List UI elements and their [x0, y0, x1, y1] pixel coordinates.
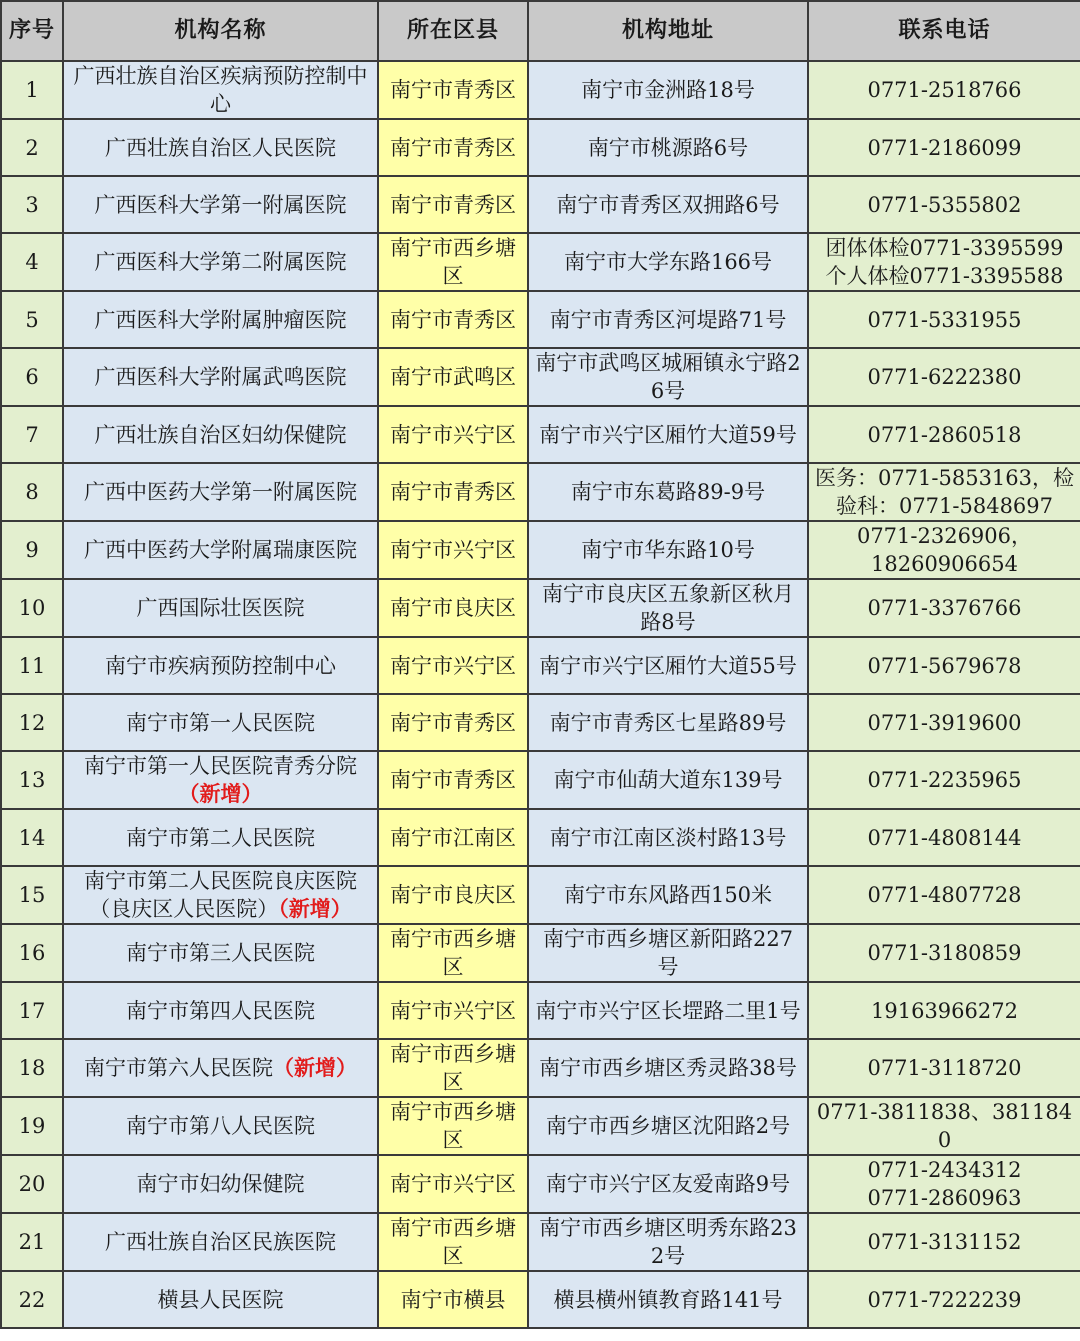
- cell-seq: 15: [1, 866, 63, 924]
- cell-district: 南宁市江南区: [378, 809, 528, 866]
- institution-name: 南宁市第二人民医院良庆医院（良庆区人民医院）: [84, 869, 357, 921]
- cell-address: 南宁市金洲路18号: [528, 61, 808, 119]
- phone-line: 0771-2326906，: [856, 524, 1033, 548]
- cell-phone: [808, 291, 1080, 348]
- phone-line: 0771-2518766: [867, 78, 1022, 102]
- cell-phone: [808, 61, 1080, 119]
- cell-seq: 21: [1, 1213, 63, 1271]
- cell-seq: 14: [1, 809, 63, 866]
- cell-district: 南宁市西乡塘区: [378, 1097, 528, 1155]
- cell-name: [63, 61, 378, 119]
- table-row: [1, 61, 1080, 119]
- cell-name: [63, 637, 378, 694]
- phone-line: 0771-4808144: [867, 825, 1022, 850]
- cell-name: [63, 463, 378, 521]
- cell-address: 南宁市大学东路166号: [528, 233, 808, 291]
- cell-district: 南宁市青秀区: [378, 694, 528, 751]
- cell-address: 横县横州镇教育路141号: [528, 1271, 808, 1328]
- cell-name: [63, 751, 378, 809]
- cell-seq: 10: [1, 579, 63, 637]
- cell-district: 南宁市良庆区: [378, 579, 528, 637]
- table-row: [1, 1039, 1080, 1097]
- table-row: [1, 1213, 1080, 1271]
- cell-name: [63, 1213, 378, 1271]
- table-row: [1, 1271, 1080, 1328]
- cell-phone: [808, 233, 1080, 291]
- institution-name: 广西壮族自治区妇幼保健院: [94, 422, 347, 447]
- institution-name: 广西国际壮医医院: [136, 596, 305, 620]
- cell-name: [63, 982, 378, 1039]
- cell-phone: [808, 119, 1080, 176]
- new-tag: （新增）: [273, 1055, 357, 1080]
- cell-district: 南宁市青秀区: [378, 463, 528, 521]
- cell-phone: [808, 694, 1080, 751]
- cell-phone: [808, 866, 1080, 924]
- cell-address: 南宁市西乡塘区明秀东路232号: [528, 1213, 808, 1271]
- header-seq: 序号: [1, 1, 63, 61]
- institution-name: 广西壮族自治区疾病预防控制中心: [73, 64, 368, 116]
- institution-name: 南宁市第四人民医院: [126, 998, 315, 1023]
- institution-name: 南宁市第二人民医院: [126, 825, 315, 850]
- phone-line: 0771-6222380: [867, 365, 1022, 389]
- cell-seq: 6: [1, 348, 63, 406]
- cell-phone: [808, 1097, 1080, 1155]
- institution-name: 广西壮族自治区民族医院: [105, 1230, 336, 1254]
- cell-phone: [808, 751, 1080, 809]
- cell-address: 南宁市青秀区双拥路6号: [528, 176, 808, 233]
- institution-name: 横县人民医院: [157, 1287, 284, 1312]
- cell-seq: 20: [1, 1155, 63, 1213]
- table-row: [1, 694, 1080, 751]
- table-row: [1, 291, 1080, 348]
- phone-line: 0771-3131152: [867, 1230, 1022, 1254]
- table-row: [1, 637, 1080, 694]
- phone-line: 0771-3376766: [867, 596, 1022, 620]
- cell-phone: [808, 1213, 1080, 1271]
- cell-name: [63, 694, 378, 751]
- phone-line: 0771-5679678: [867, 653, 1022, 678]
- table-row: [1, 751, 1080, 809]
- phone-line: 0771-7222239: [867, 1287, 1022, 1312]
- header-name: 机构名称: [63, 1, 378, 61]
- cell-address: 南宁市西乡塘区新阳路227号: [528, 924, 808, 982]
- table-row: [1, 233, 1080, 291]
- cell-seq: 5: [1, 291, 63, 348]
- table-row: [1, 1097, 1080, 1155]
- cell-address: 南宁市西乡塘区秀灵路38号: [528, 1039, 808, 1097]
- cell-phone: [808, 176, 1080, 233]
- cell-address: 南宁市青秀区河堤路71号: [528, 291, 808, 348]
- table-row: [1, 348, 1080, 406]
- table-body: [1, 61, 1080, 1328]
- phone-line: 0771-3811838、3811840: [816, 1100, 1073, 1152]
- phone-line: 0771-2235965: [867, 768, 1022, 792]
- table-row: [1, 866, 1080, 924]
- header-address: 机构地址: [528, 1, 808, 61]
- cell-name: [63, 809, 378, 866]
- cell-phone: [808, 1039, 1080, 1097]
- table-row: [1, 982, 1080, 1039]
- phone-line: 个人体检0771-3395588: [825, 264, 1064, 288]
- institution-name: 广西医科大学附属肿瘤医院: [94, 307, 347, 332]
- phone-line: 18260906654: [871, 552, 1018, 576]
- phone-line: 0771-5355802: [867, 192, 1022, 217]
- cell-phone: [808, 521, 1080, 579]
- cell-district: 南宁市兴宁区: [378, 406, 528, 463]
- table-row: [1, 406, 1080, 463]
- institution-name: 南宁市第三人民医院: [126, 941, 315, 965]
- cell-phone: [808, 809, 1080, 866]
- phone-line: 医务：0771-5853163，检验科：0771-5848697: [814, 466, 1075, 518]
- cell-name: [63, 1155, 378, 1213]
- cell-district: 南宁市青秀区: [378, 119, 528, 176]
- table-row: [1, 579, 1080, 637]
- phone-line: 0771-5331955: [867, 307, 1022, 332]
- cell-name: [63, 1271, 378, 1328]
- header-district: 所在区县: [378, 1, 528, 61]
- table-row: [1, 463, 1080, 521]
- cell-name: [63, 521, 378, 579]
- new-tag: （新增）: [178, 781, 263, 806]
- institution-name: 南宁市第六人民医院: [84, 1056, 273, 1080]
- cell-district: 南宁市横县: [378, 1271, 528, 1328]
- phone-line: 0771-2186099: [867, 135, 1022, 160]
- institution-name: 广西中医药大学第一附属医院: [84, 480, 357, 504]
- cell-seq: 3: [1, 176, 63, 233]
- cell-name: [63, 1039, 378, 1097]
- cell-name: [63, 406, 378, 463]
- cell-address: 南宁市仙葫大道东139号: [528, 751, 808, 809]
- cell-seq: 1: [1, 61, 63, 119]
- phone-line: 0771-2434312: [867, 1158, 1022, 1182]
- cell-seq: 16: [1, 924, 63, 982]
- table-row: [1, 1155, 1080, 1213]
- cell-address: 南宁市东风路西150米: [528, 866, 808, 924]
- cell-district: 南宁市青秀区: [378, 176, 528, 233]
- cell-district: 南宁市兴宁区: [378, 1155, 528, 1213]
- table-row: [1, 119, 1080, 176]
- cell-district: 南宁市兴宁区: [378, 521, 528, 579]
- cell-district: 南宁市武鸣区: [378, 348, 528, 406]
- cell-address: 南宁市华东路10号: [528, 521, 808, 579]
- cell-name: [63, 866, 378, 924]
- institution-name: 广西医科大学第一附属医院: [94, 192, 347, 217]
- table-row: [1, 924, 1080, 982]
- cell-name: [63, 579, 378, 637]
- cell-seq: 2: [1, 119, 63, 176]
- table-row: [1, 176, 1080, 233]
- cell-district: 南宁市兴宁区: [378, 982, 528, 1039]
- cell-address: 南宁市良庆区五象新区秋月路8号: [528, 579, 808, 637]
- phone-line: 0771-2860963: [867, 1186, 1022, 1210]
- cell-address: 南宁市武鸣区城厢镇永宁路26号: [528, 348, 808, 406]
- cell-district: 南宁市西乡塘区: [378, 233, 528, 291]
- cell-district: 南宁市良庆区: [378, 866, 528, 924]
- cell-seq: 12: [1, 694, 63, 751]
- cell-phone: [808, 348, 1080, 406]
- cell-district: 南宁市青秀区: [378, 291, 528, 348]
- header-row: [1, 1, 1080, 61]
- cell-phone: [808, 463, 1080, 521]
- cell-seq: 11: [1, 637, 63, 694]
- cell-phone: [808, 1155, 1080, 1213]
- cell-address: 南宁市东葛路89-9号: [528, 463, 808, 521]
- cell-district: 南宁市西乡塘区: [378, 1039, 528, 1097]
- table-row: [1, 809, 1080, 866]
- cell-name: [63, 348, 378, 406]
- cell-seq: 17: [1, 982, 63, 1039]
- institution-name: 广西中医药大学附属瑞康医院: [84, 538, 357, 562]
- cell-name: [63, 291, 378, 348]
- cell-seq: 4: [1, 233, 63, 291]
- cell-address: 南宁市兴宁区厢竹大道55号: [528, 637, 808, 694]
- cell-address: 南宁市兴宁区长堽路二里1号: [528, 982, 808, 1039]
- institution-name: 南宁市第一人民医院: [126, 710, 315, 735]
- phone-line: 0771-3118720: [867, 1056, 1022, 1080]
- institution-name: 南宁市第八人民医院: [126, 1114, 315, 1138]
- cell-address: 南宁市兴宁区友爱南路9号: [528, 1155, 808, 1213]
- cell-name: [63, 119, 378, 176]
- cell-phone: [808, 637, 1080, 694]
- cell-phone: [808, 406, 1080, 463]
- phone-line: 19163966272: [871, 998, 1018, 1023]
- cell-phone: [808, 579, 1080, 637]
- cell-seq: 9: [1, 521, 63, 579]
- institution-name: 南宁市第一人民医院青秀分院: [84, 754, 357, 778]
- cell-name: [63, 233, 378, 291]
- cell-seq: 8: [1, 463, 63, 521]
- cell-name: [63, 1097, 378, 1155]
- cell-address: 南宁市江南区淡村路13号: [528, 809, 808, 866]
- cell-district: 南宁市青秀区: [378, 751, 528, 809]
- institution-name: 广西壮族自治区人民医院: [105, 135, 336, 160]
- cell-name: [63, 176, 378, 233]
- cell-district: 南宁市西乡塘区: [378, 1213, 528, 1271]
- phone-line: 0771-3180859: [867, 941, 1022, 965]
- cell-district: 南宁市西乡塘区: [378, 924, 528, 982]
- cell-seq: 13: [1, 751, 63, 809]
- cell-seq: 22: [1, 1271, 63, 1328]
- cell-address: 南宁市西乡塘区沈阳路2号: [528, 1097, 808, 1155]
- cell-address: 南宁市桃源路6号: [528, 119, 808, 176]
- institution-name: 广西医科大学第二附属医院: [94, 250, 347, 274]
- phone-line: 0771-3919600: [867, 710, 1022, 735]
- cell-phone: [808, 924, 1080, 982]
- cell-seq: 7: [1, 406, 63, 463]
- cell-address: 南宁市青秀区七星路89号: [528, 694, 808, 751]
- cell-seq: 19: [1, 1097, 63, 1155]
- cell-address: 南宁市兴宁区厢竹大道59号: [528, 406, 808, 463]
- cell-phone: [808, 1271, 1080, 1328]
- cell-district: 南宁市青秀区: [378, 61, 528, 119]
- cell-name: [63, 924, 378, 982]
- cell-phone: [808, 982, 1080, 1039]
- institution-name: 广西医科大学附属武鸣医院: [94, 365, 347, 389]
- header-phone: 联系电话: [808, 1, 1080, 61]
- phone-line: 0771-4807728: [867, 883, 1022, 907]
- cell-district: 南宁市兴宁区: [378, 637, 528, 694]
- phone-line: 团体体检0771-3395599: [825, 236, 1064, 260]
- new-tag: （新增）: [278, 896, 352, 921]
- institution-name: 南宁市疾病预防控制中心: [105, 653, 336, 678]
- institution-name: 南宁市妇幼保健院: [136, 1172, 305, 1196]
- table-row: [1, 521, 1080, 579]
- phone-line: 0771-2860518: [867, 422, 1022, 447]
- cell-seq: 18: [1, 1039, 63, 1097]
